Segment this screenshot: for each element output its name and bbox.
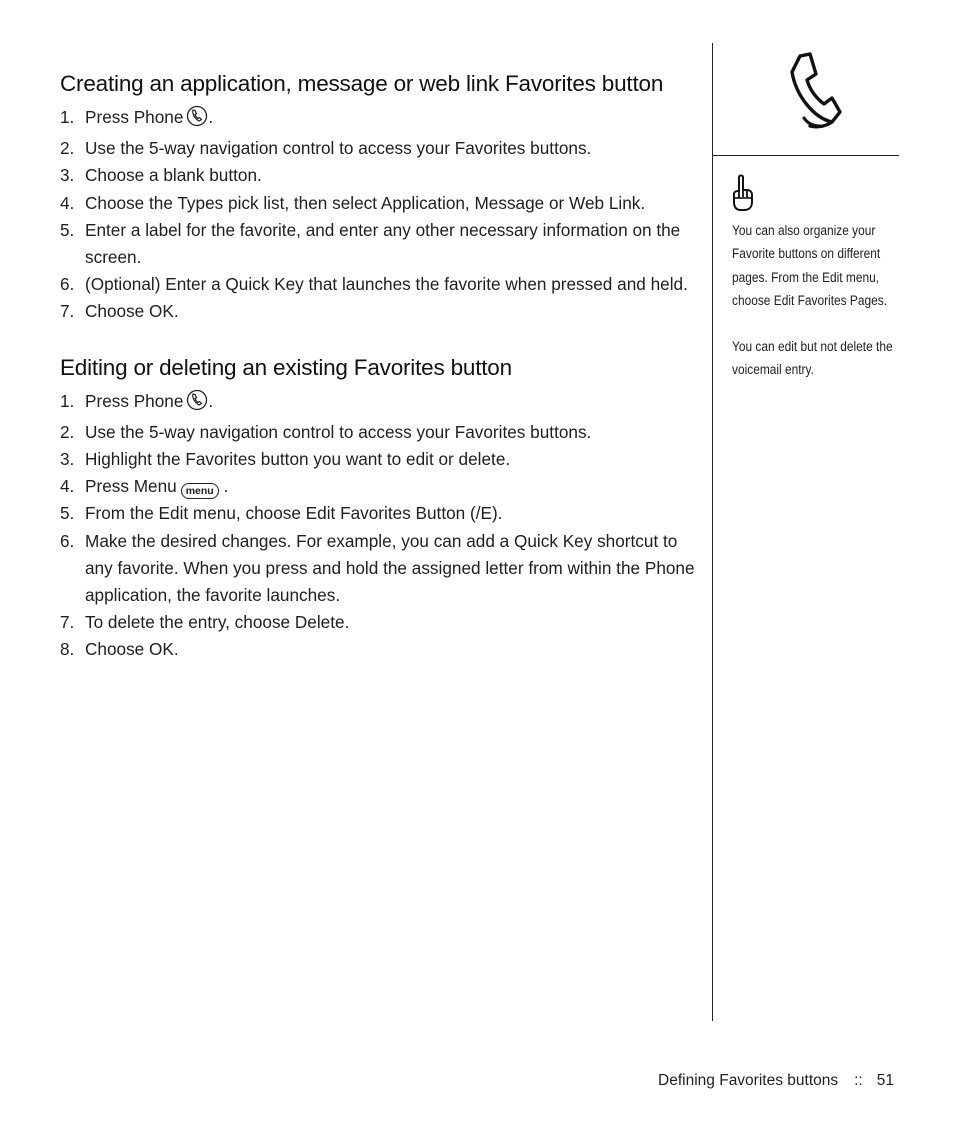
list-item: 4. Choose the Types pick list, then select Application, Message or Web Link. xyxy=(60,192,646,213)
menu-key-icon: menu xyxy=(181,483,219,499)
tip-pointing-hand-icon xyxy=(730,174,756,217)
list-item: 1. Press Phone . xyxy=(60,388,700,419)
sidebar-divider-horizontal xyxy=(712,155,899,156)
list-item: 7. To delete the entry, choose Delete. xyxy=(60,612,350,633)
tip-text: You can edit but not delete the voicemail entry. xyxy=(732,339,893,379)
sidebar-tips xyxy=(732,220,902,383)
list-item: 2. Use the 5-way navigation control to access your Favorites buttons. xyxy=(60,138,592,159)
list-item: 5. Enter a label for the favorite, and enter any other necessary information on the screen. xyxy=(60,219,681,268)
list-item: 3. Highlight the Favorites button you want to edit or delete. xyxy=(60,449,511,470)
page-footer xyxy=(658,1072,894,1090)
list-item: 8. Choose OK. xyxy=(60,639,179,660)
phone-key-icon xyxy=(186,389,208,419)
sidebar-divider-vertical xyxy=(712,43,713,1021)
main-content xyxy=(60,70,700,664)
tip-text: You can also organize your Favorite buttons on different pages. From the Edit menu, choose Edit Favorites Pages. xyxy=(732,223,888,309)
section-heading-creating: Creating an application, message or web link Favorites button xyxy=(60,71,664,96)
list-item: 1. Press Phone . xyxy=(60,104,700,135)
list-item: 6. Make the desired changes. For example, you can add a Quick Key shortcut to any favorite. When you press and hold the assigned letter from within the Phone application, the favorite launches. xyxy=(60,530,695,606)
list-item: 7. Choose OK. xyxy=(60,301,179,322)
phone-handset-icon xyxy=(786,52,842,137)
phone-key-icon xyxy=(186,105,208,135)
list-item: 3. Choose a blank button. xyxy=(60,165,262,186)
list-item: 2. Use the 5-way navigation control to access your Favorites buttons. xyxy=(60,421,592,442)
steps-list-creating xyxy=(60,104,700,326)
footer-separator: :: xyxy=(854,1072,863,1089)
footer-section-title: Defining Favorites buttons xyxy=(658,1072,839,1089)
list-item: 6. (Optional) Enter a Quick Key that launches the favorite when pressed and held. xyxy=(60,274,688,295)
section-heading-editing: Editing or deleting an existing Favorites button xyxy=(60,354,512,380)
steps-list-editing xyxy=(60,388,700,664)
list-item: 4. Press Menu menu . xyxy=(60,476,229,498)
page-number: 51 xyxy=(876,1072,894,1089)
list-item: 5. From the Edit menu, choose Edit Favorites Button (/E). xyxy=(60,503,503,524)
